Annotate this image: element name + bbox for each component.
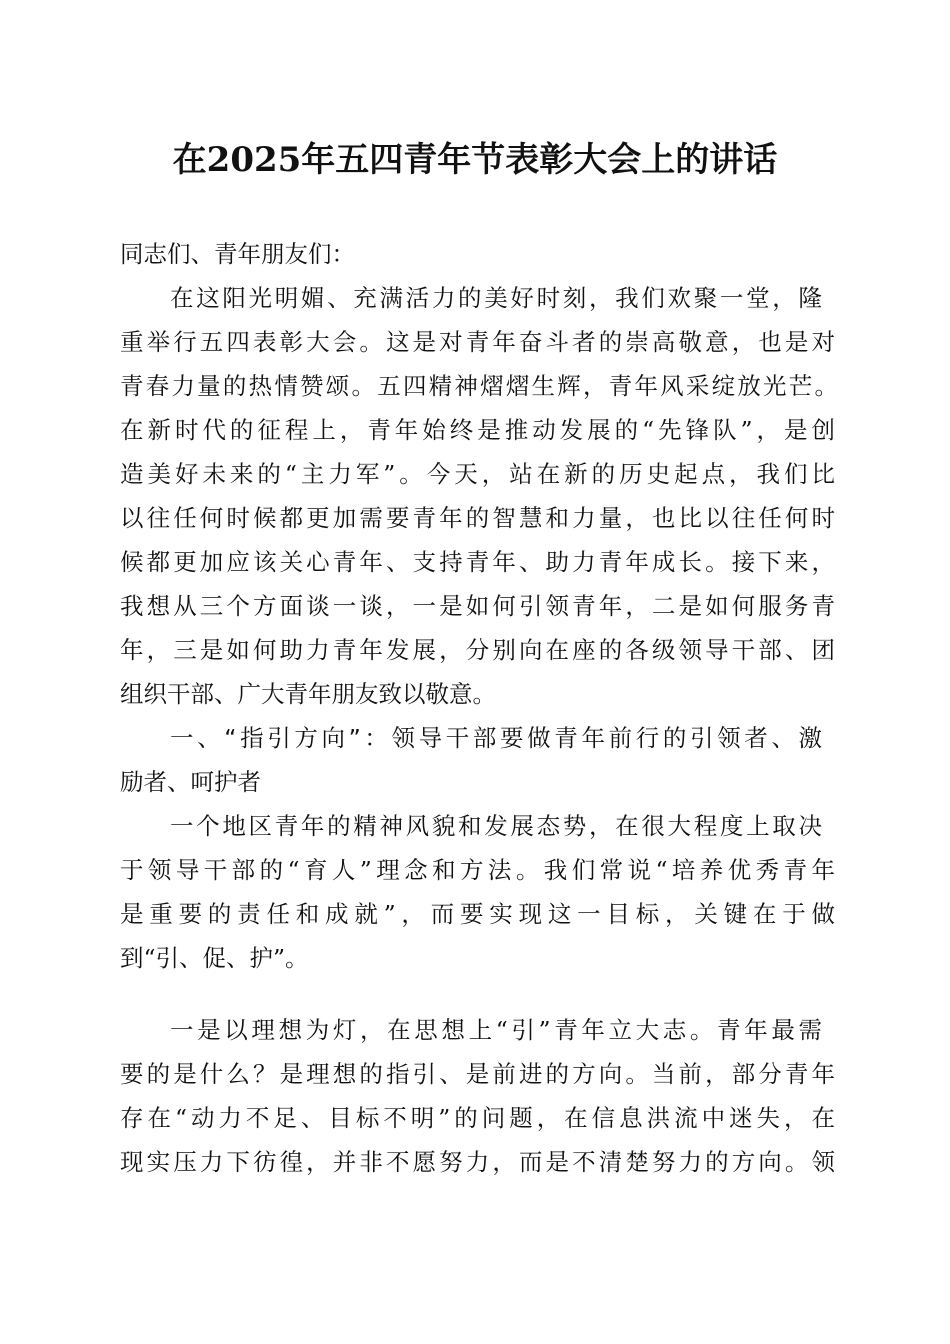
paragraph-line: 以往任何时候都更加需要青年的智慧和力量，也比以往任何时 — [120, 504, 835, 532]
paragraph-line: 组织干部、广大青年朋友致以敬意。 — [120, 680, 496, 708]
document-title: 在2025年五四青年节表彰大会上的讲话 — [172, 140, 778, 180]
salutation: 同志们、青年朋友们： — [120, 240, 355, 268]
paragraph-line: 到“引、促、护”。 — [120, 944, 309, 972]
paragraph-line: 我想从三个方面谈一谈，一是如何引领青年，二是如何服务青 — [120, 592, 835, 620]
paragraph-line: 在新时代的征程上，青年始终是推动发展的“先锋队”，是创 — [120, 416, 835, 444]
paragraph-line: 现实压力下彷徨，并非不愿努力，而是不清楚努力的方向。领 — [120, 1148, 835, 1176]
paragraph-line: 一是以理想为灯，在思想上“引”青年立大志。青年最需 — [170, 1016, 822, 1044]
paragraph-line: 候都更加应该关心青年、支持青年、助力青年成长。接下来， — [120, 548, 835, 576]
paragraph-line: 青春力量的热情赞颂。五四精神熠熠生辉，青年风采绽放光芒。 — [120, 372, 838, 400]
section-heading: 励者、呵护者 — [120, 768, 261, 796]
paragraph-line: 造美好未来的“主力军”。今天，站在新的历史起点，我们比 — [120, 460, 835, 488]
paragraph-line: 在这阳光明媚、充满活力的美好时刻，我们欢聚一堂，隆 — [170, 284, 822, 312]
section-heading: 一、“指引方向”：领导干部要做青年前行的引领者、激 — [170, 724, 822, 752]
paragraph-line: 于领导干部的“育人”理念和方法。我们常说“培养优秀青年 — [120, 856, 835, 884]
paragraph-line: 重举行五四表彰大会。这是对青年奋斗者的崇高敬意，也是对 — [120, 328, 835, 356]
paragraph-line: 年，三是如何助力青年发展，分别向在座的各级领导干部、团 — [120, 636, 835, 664]
paragraph-line: 存在“动力不足、目标不明”的问题，在信息洪流中迷失，在 — [120, 1104, 835, 1132]
paragraph-line: 是重要的责任和成就”，而要实现这一目标，关键在于做 — [120, 900, 835, 928]
paragraph-line: 要的是什么？是理想的指引、是前进的方向。当前，部分青年 — [120, 1060, 835, 1088]
paragraph-line: 一个地区青年的精神风貌和发展态势，在很大程度上取决 — [170, 812, 822, 840]
